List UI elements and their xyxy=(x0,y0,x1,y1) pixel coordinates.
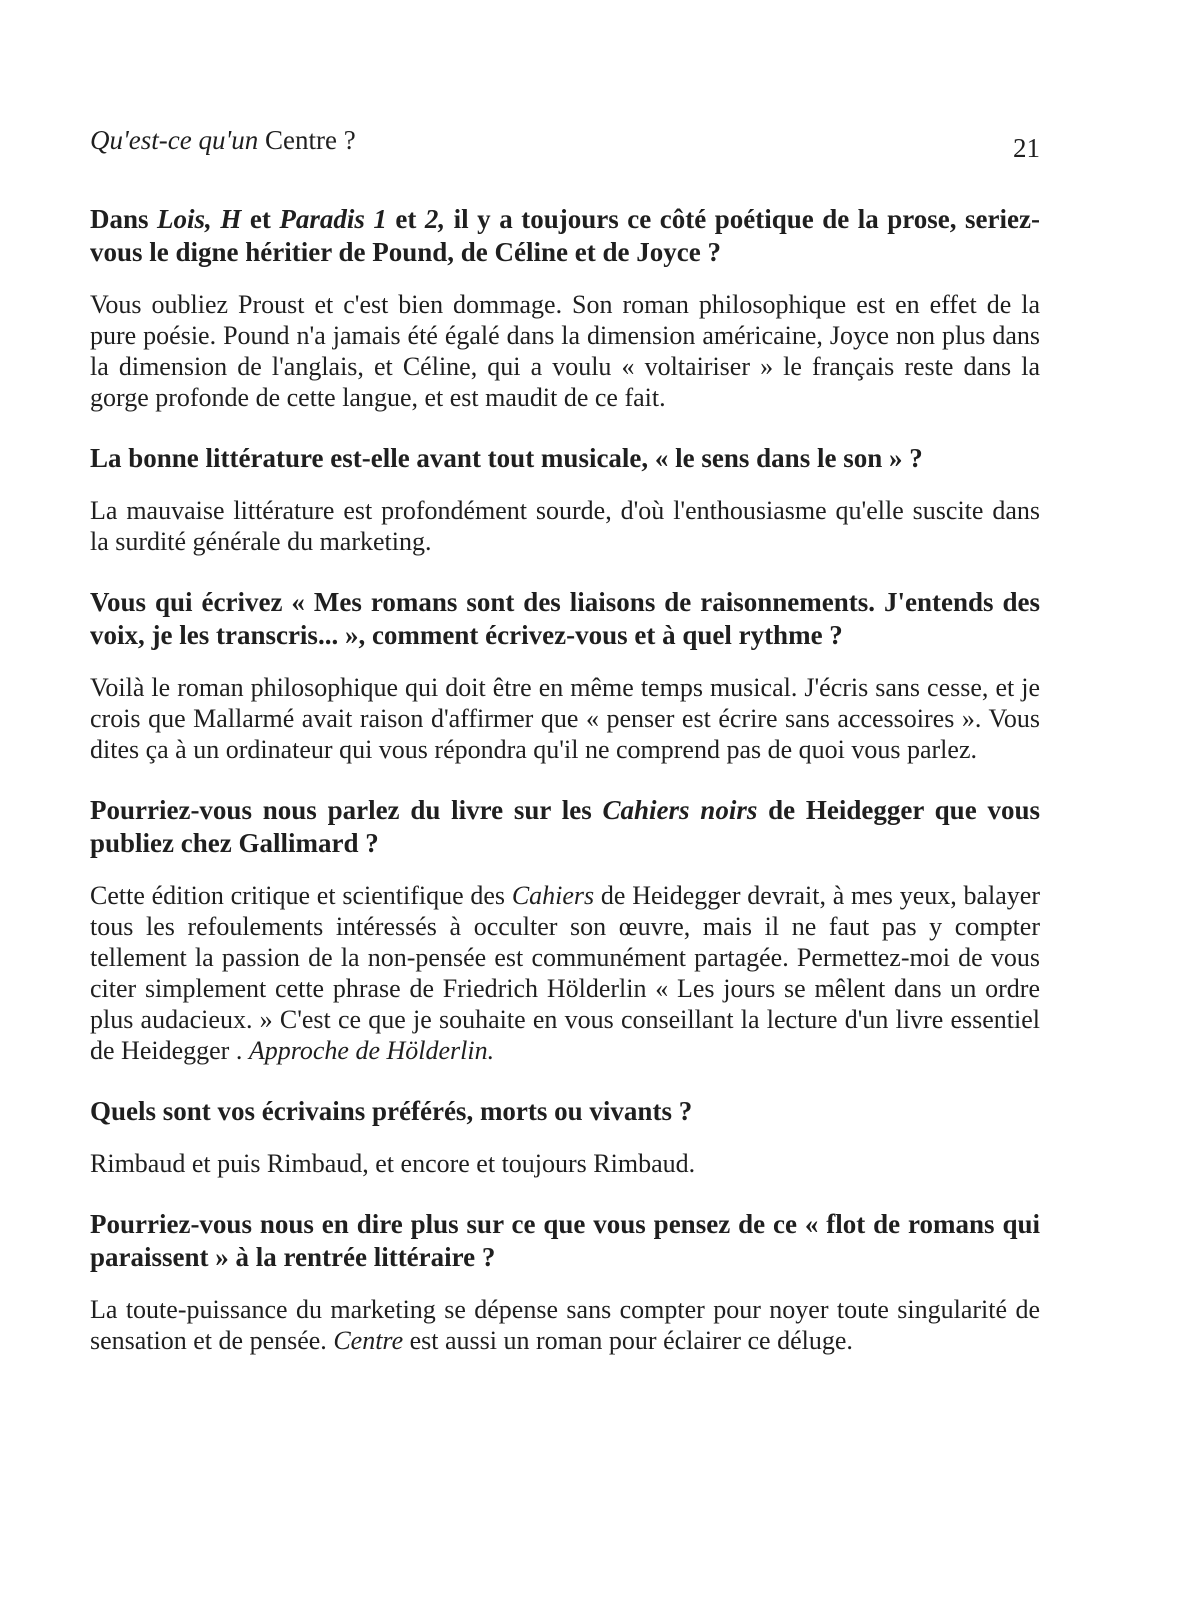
question-4-title-cahiers-noirs: Cahiers noirs xyxy=(602,795,758,825)
answer-4 xyxy=(90,880,1040,1066)
question-1-text: Dans xyxy=(90,204,158,234)
question-1-text: et xyxy=(241,204,280,234)
question-1 xyxy=(90,203,1040,269)
question-4-text: Pourriez-vous nous parlez du livre sur les xyxy=(90,795,603,825)
question-1-title-paradis: Paradis 1 xyxy=(279,204,387,234)
answer-4-title-approche: Approche de Hölderlin. xyxy=(248,1036,495,1065)
answer-2: La mauvaise littérature est profondément sourde, d'où l'enthousiasme qu'elle suscite dans la surdité générale du marketing. xyxy=(90,496,1040,556)
answer-6-title-centre: Centre xyxy=(333,1326,404,1355)
question-4-text: de Heidegger que vous publiez chez Gallimard ? xyxy=(90,795,1040,858)
question-1-title-paradis-2: 2, xyxy=(424,204,446,234)
answer-6-text: est aussi un roman pour éclairer ce déluge. xyxy=(403,1326,853,1355)
question-1-title-lois: Lois, H xyxy=(157,204,242,234)
running-title xyxy=(90,124,356,156)
answer-1: Vous oubliez Proust et c'est bien dommage. Son roman philosophique est en effet de la pure poésie. Pound n'a jamais été égalé dans la dimension américaine, Joyce non plus dans la dimension de l'anglais, et Céline, qui a voulu « voltairiser » le français reste dans la gorge profonde de cette langue, et est maudit de ce fait. xyxy=(90,290,1040,412)
answer-5: Rimbaud et puis Rimbaud, et encore et toujours Rimbaud. xyxy=(90,1149,696,1178)
question-6: Pourriez-vous nous en dire plus sur ce que vous pensez de ce « flot de romans qui paraissent » à la rentrée littéraire ? xyxy=(90,1209,1040,1272)
page-number: 21 xyxy=(1013,133,1040,163)
answer-6 xyxy=(90,1294,1040,1356)
answer-4-title-cahiers: Cahiers xyxy=(511,881,595,910)
running-head xyxy=(90,118,1040,163)
answer-4-text: Cette édition critique et scientifique des xyxy=(90,881,512,910)
running-title-italic: Qu'est-ce qu'un xyxy=(90,125,259,155)
question-1-text: il y a toujours ce côté poétique de la prose, seriez-vous le digne héritier de Pound, de Céline et de Joyce ? xyxy=(90,204,1040,267)
question-5: Quels sont vos écrivains préférés, morts ou vivants ? xyxy=(90,1096,693,1126)
question-2: La bonne littérature est-elle avant tout musicale, « le sens dans le son » ? xyxy=(90,443,923,473)
answer-4-text: de Heidegger devrait, à mes yeux, balayer tous les refoulements intéressés à occulter son œuvre, mais il ne faut pas y compter tellement la passion de la non-pensée est communément partagée. Permettez-moi de vous citer simplement cette phrase de Friedrich Hölderlin « Les jours se mêlent dans un ordre plus audacieux. » C'est ce que je souhaite en vous conseillant la lecture d'un livre essentiel de Heidegger . xyxy=(90,881,1041,1065)
answer-6-text: La toute-puissance du marketing se dépense sans compter pour noyer toute singularité de sensation et de pensée. xyxy=(90,1295,1040,1355)
question-1-text: et xyxy=(386,204,425,234)
running-title-roman: Centre ? xyxy=(258,125,356,155)
answer-3: Voilà le roman philosophique qui doit être en même temps musical. J'écris sans cesse, et je crois que Mallarmé avait raison d'affirmer que « penser est écrire sans accessoires ». Vous dites ça à un ordinateur qui vous répondra qu'il ne comprend pas de quoi vous parlez. xyxy=(90,673,1040,764)
question-3: Vous qui écrivez « Mes romans sont des liaisons de raisonnements. J'entends des voix, je les transcris... », comment écrivez-vous et à quel rythme ? xyxy=(90,587,1040,650)
interview-body xyxy=(90,203,1040,1385)
question-4 xyxy=(90,794,1040,860)
